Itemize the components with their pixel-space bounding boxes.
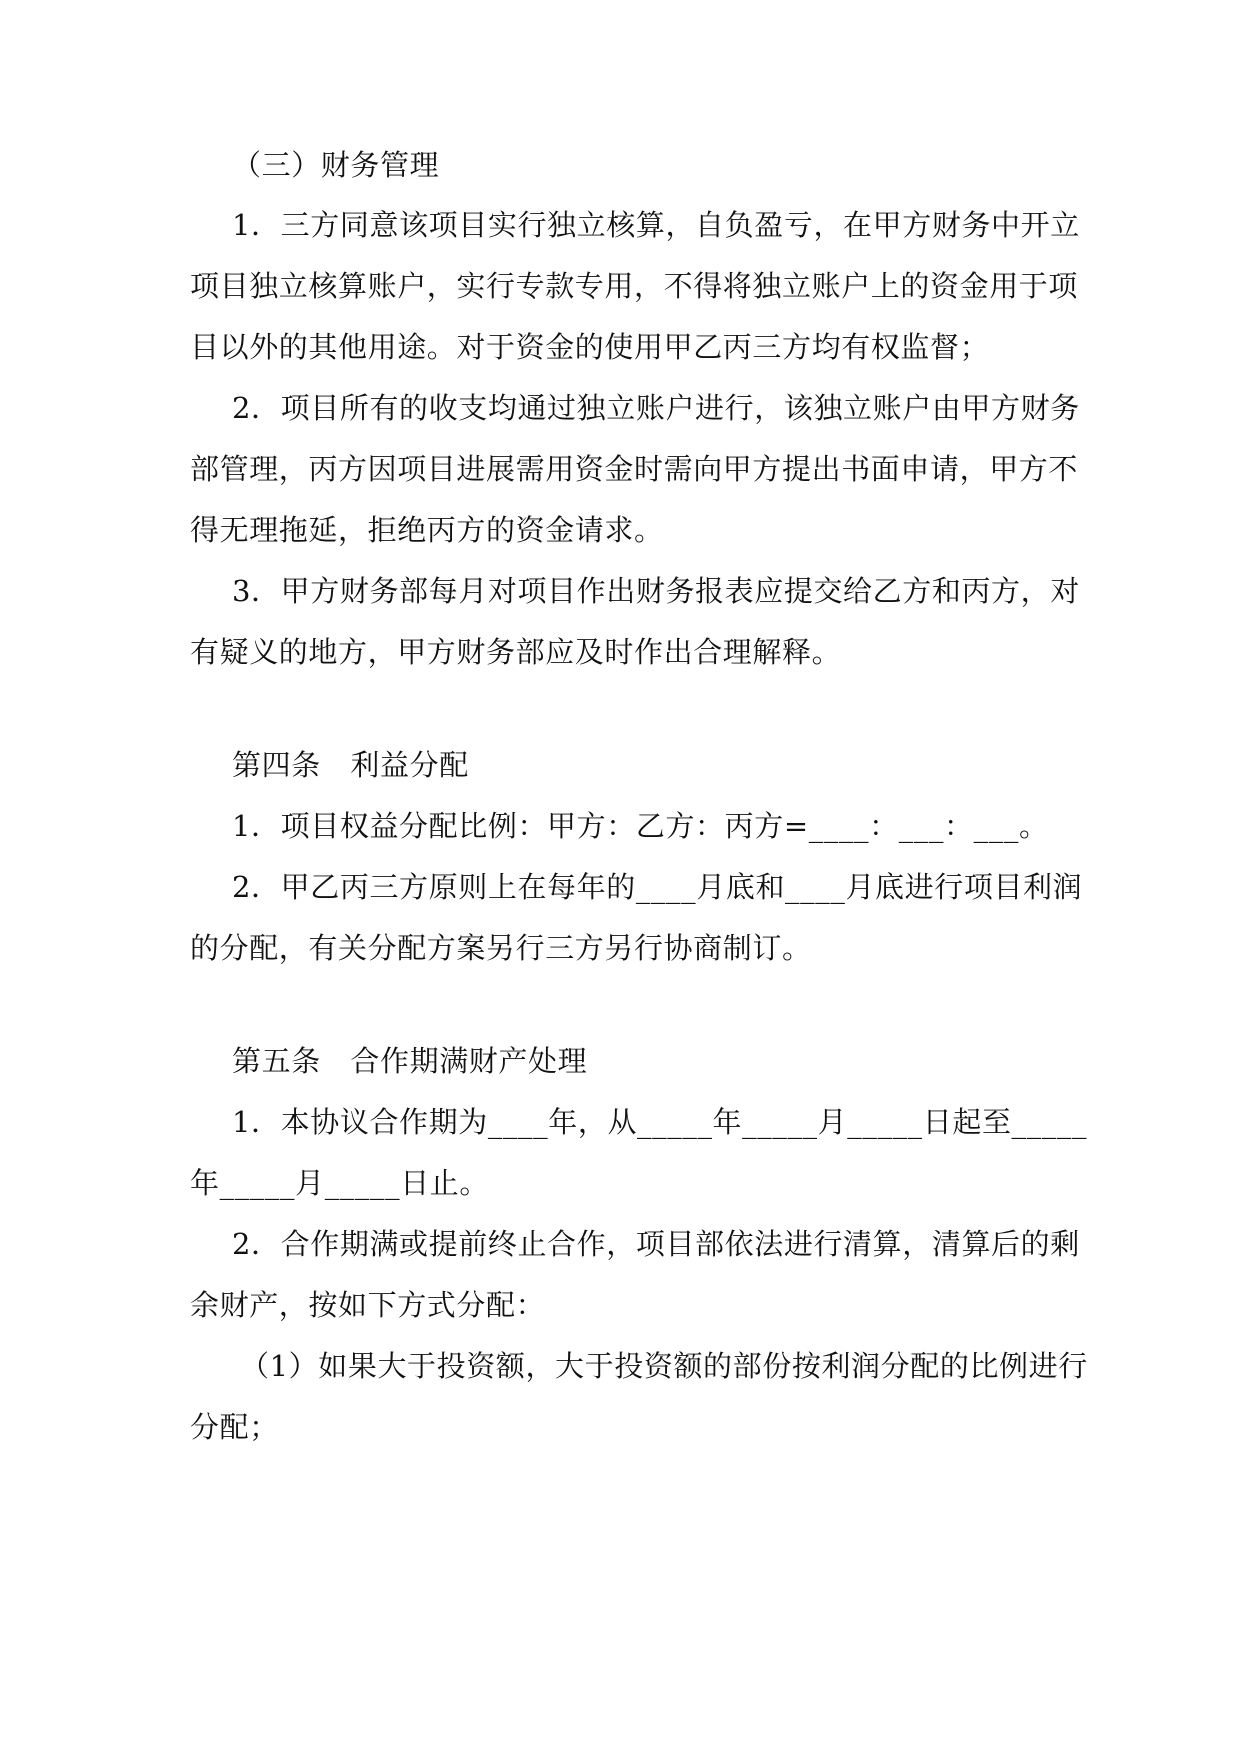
paragraph-line: 得无理拖延，拒绝丙方的资金请求。 xyxy=(190,513,664,547)
paragraph-line: 部管理，丙方因项目进展需用资金时需向甲方提出书面申请，甲方不 xyxy=(190,452,1079,486)
section-heading-finance: （三）财务管理 xyxy=(232,148,440,182)
paragraph-line: 项目独立核算账户，实行专款专用，不得将独立账户上的资金用于项 xyxy=(190,269,1079,303)
paragraph-line: 2．甲乙丙三方原则上在每年的____月底和____月底进行项目利润 xyxy=(232,870,1083,904)
paragraph-line: 1．项目权益分配比例：甲方：乙方：丙方=____：___：___。 xyxy=(232,809,1049,843)
article-heading-property-handling: 第五条 合作期满财产处理 xyxy=(232,1044,588,1078)
paragraph-line: 有疑义的地方，甲方财务部应及时作出合理解释。 xyxy=(190,635,842,669)
paragraph-line: 年_____月_____日止。 xyxy=(190,1166,490,1200)
paragraph-line: （1）如果大于投资额，大于投资额的部份按利润分配的比例进行 xyxy=(240,1349,1088,1383)
paragraph-line: 1．三方同意该项目实行独立核算，自负盈亏，在甲方财务中开立 xyxy=(232,208,1080,242)
paragraph-line: 目以外的其他用途。对于资金的使用甲乙丙三方均有权监督； xyxy=(190,330,990,364)
paragraph-line: 余财产，按如下方式分配： xyxy=(190,1288,546,1322)
paragraph-line: 1．本协议合作期为____年，从_____年_____月_____日起至_____ xyxy=(232,1105,1088,1139)
paragraph-line: 2．合作期满或提前终止合作，项目部依法进行清算，清算后的剩 xyxy=(232,1227,1080,1261)
paragraph-line: 分配； xyxy=(190,1410,279,1444)
paragraph-line: 的分配，有关分配方案另行三方另行协商制订。 xyxy=(190,931,812,965)
paragraph-line: 3．甲方财务部每月对项目作出财务报表应提交给乙方和丙方，对 xyxy=(232,574,1080,608)
paragraph-line: 2．项目所有的收支均通过独立账户进行，该独立账户由甲方财务 xyxy=(232,391,1080,425)
article-heading-profit-distribution: 第四条 利益分配 xyxy=(232,748,469,782)
